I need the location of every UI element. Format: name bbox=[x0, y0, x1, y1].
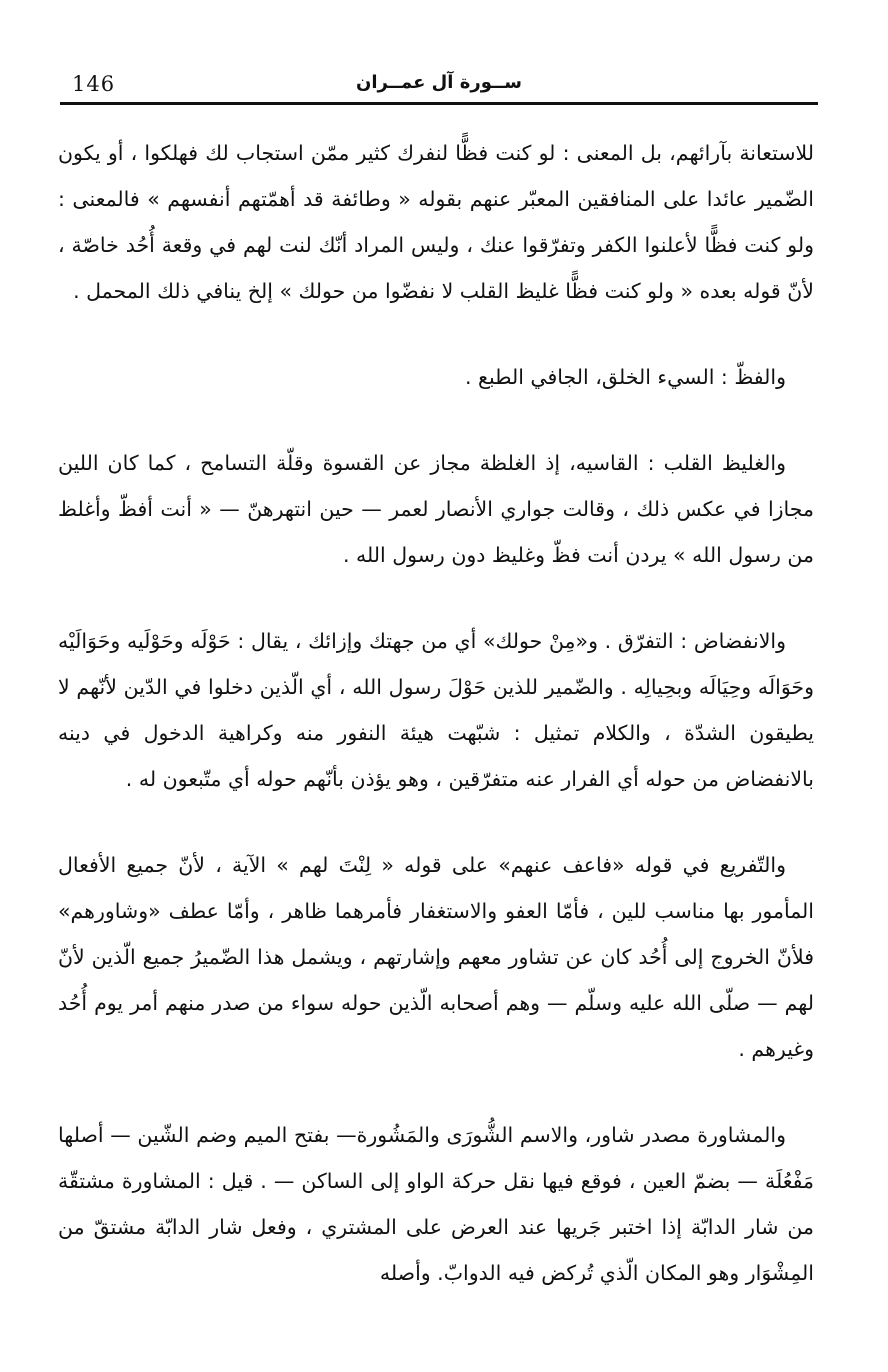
paragraph-6: والمشاورة مصدر شاور، والاسم الشُّورَى والمَشُورة— بفتح الميم وضم الشّين — أصلها مَفْعُلَة — بضمّ العين ، فوقع فيها نقل حركة الواو إلى الساكن — . قيل : المشاورة مشتقّة من شار الدابّة إذا اختبر جَريها عند العرض على المشتري ، وفعل شار الدابّة مشتقّ من المِشْوَار وهو المكان الّذي تُركض فيه الدوابّ. وأصله bbox=[58, 1123, 814, 1285]
paragraph-1: للاستعانة بآرائهم، بل المعنى : لو كنت فظًّا لنفرك كثير ممّن استجاب لك فهلكوا ، أو يكون الضّمير عائدا على المنافقين المعبّر عنهم بقوله « وطائفة قد أهمّتهم أنفسهم » فالمعنى : ولو كنت فظًّا لأعلنوا الكفر وتفرّقوا عنك ، وليس المراد أنّك لنت لهم في وقعة أُحُد خاصّة ، لأنّ قوله بعده « ولو كنت فظًّا غليظ القلب لا نفضّوا من حولك » إلخ ينافي ذلك المحمل . bbox=[58, 141, 814, 303]
paragraph-5: والتّفريع في قوله «فاعف عنهم» على قوله « لِنْتَ لهم » الآية ، لأنّ جميع الأفعال المأمور بها مناسب للين ، فأمّا العفو والاستغفار فأمرهما ظاهر ، وأمّا عطف «وشاورهم» فلأنّ الخروج إلى أُحُد كان عن تشاور معهم وإشارتهم ، ويشمل هذا الضّميرُ جميع الّذين لأنّ لهم — صلّى الله عليه وسلّم — وهم أصحابه الّذين حوله سواء من صدر منهم أمر يوم أُحُد وغيرهم . bbox=[58, 853, 814, 1061]
page-header bbox=[60, 62, 818, 102]
page-body bbox=[58, 130, 814, 1296]
header-divider bbox=[60, 102, 818, 105]
running-title: ســورة آل عمــران bbox=[356, 72, 522, 93]
paragraph-2: والفظّ : السيء الخلق، الجافي الطبع . bbox=[465, 365, 786, 389]
page-number: 146 bbox=[72, 72, 116, 96]
paragraph-4: والانفضاض : التفرّق . و«مِنْ حولك» أي من جهتك وإزائك ، يقال : حَوْلَه وحَوْلَيه وحَوَالَيْه وحَوَالَه وحِيَالَه وبحِيالِه . والضّمير للذين حَوْلَ رسول الله ، أي الّذين دخلوا في الدّين لأنّهم لا يطيقون الشدّة ، والكلام تمثيل : شبّهت هيئة النفور منه وكراهية الدخول في دينه بالانفضاض من حوله أي الفرار عنه متفرّقين ، وهو يؤذن بأنّهم حوله أي متّبعون له . bbox=[58, 629, 814, 791]
paragraph-3: والغليظ القلب : القاسيه، إذ الغلظة مجاز عن القسوة وقلّة التسامح ، كما كان اللين مجازا في عكس ذلك ، وقالت جواري الأنصار لعمر — حين انتهرهنّ — « أنت أفظّ وأغلظ من رسول الله » يردن أنت فظّ وغليظ دون رسول الله . bbox=[58, 451, 814, 567]
